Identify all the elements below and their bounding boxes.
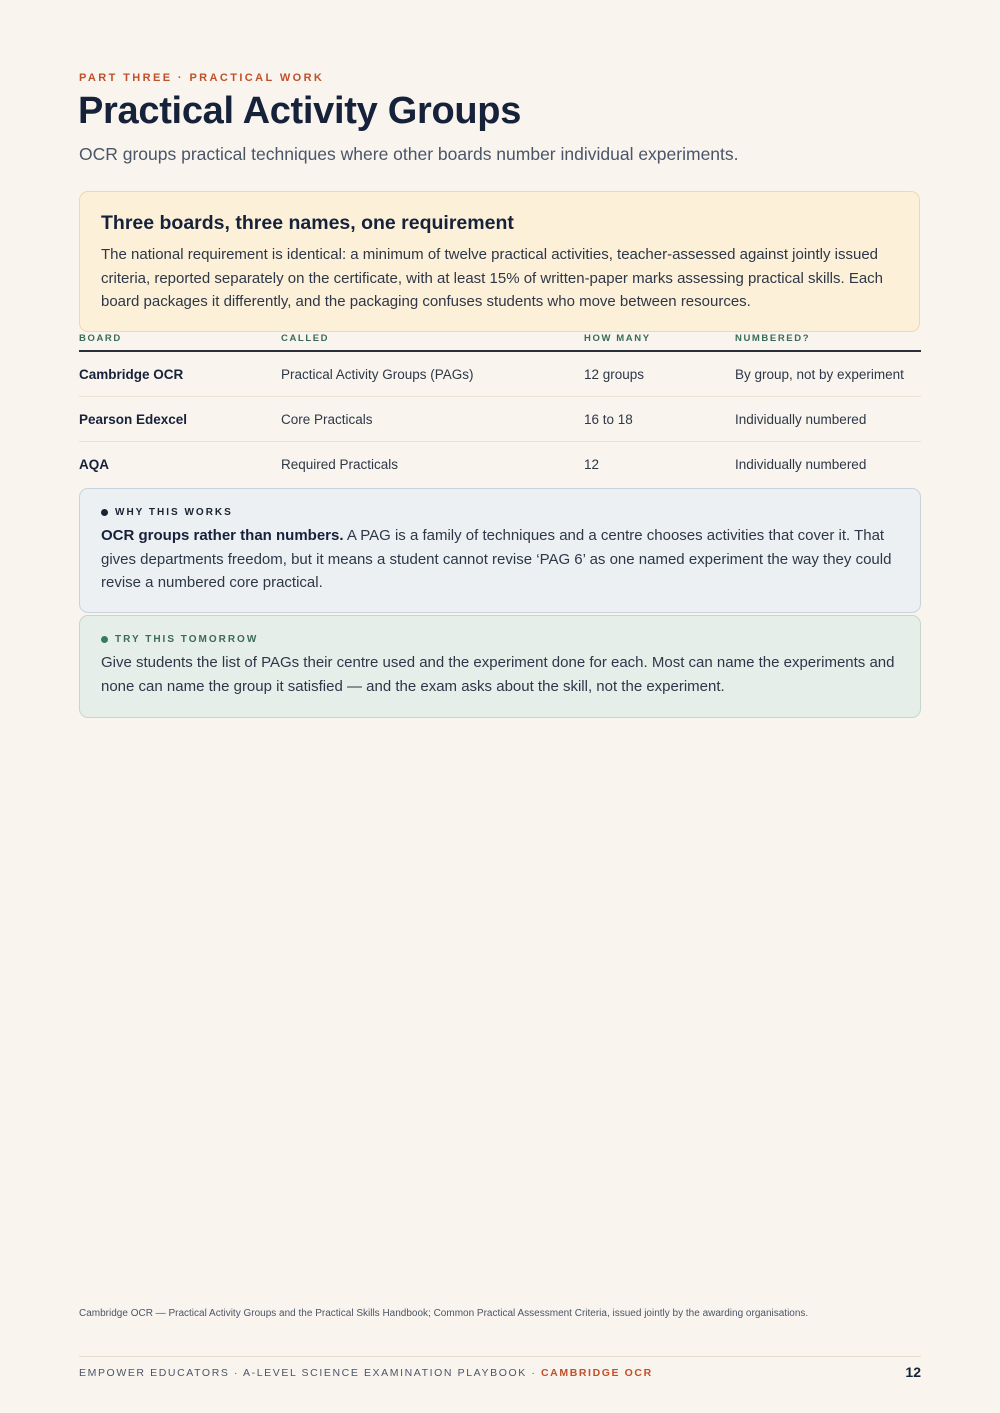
column-header-numbered: NUMBERED? — [735, 331, 921, 351]
page-number: 12 — [905, 1364, 921, 1380]
footer-divider — [79, 1356, 921, 1357]
table-row — [79, 397, 921, 442]
page-subtitle: OCR groups practical techniques where other boards number individual experiments. — [79, 144, 739, 164]
why-label: WHY THIS WORKS — [115, 507, 233, 518]
try-this-tomorrow-callout — [79, 615, 921, 718]
intro-callout-heading: Three boards, three names, one requirement — [101, 212, 514, 234]
column-header-how-many: HOW MANY — [584, 331, 735, 351]
try-label: TRY THIS TOMORROW — [115, 634, 259, 645]
numbered-cell: Individually numbered — [735, 456, 867, 472]
how-many-cell: 12 — [584, 456, 600, 472]
why-callout-text — [101, 524, 899, 595]
why-callout-body: A PAG is a family of techniques and a centre chooses activities that cover it. That gives departments freedom, but it means a student cannot revise ‘PAG 6’ as one named experiment the way they could revise a numbered core practical. — [101, 527, 892, 591]
table-header-row — [79, 331, 921, 351]
column-header-board: BOARD — [79, 331, 281, 351]
footer-text — [79, 1367, 653, 1379]
how-many-cell: 16 to 18 — [584, 397, 735, 442]
bullet-dot-icon — [101, 509, 108, 516]
try-callout-body: Give students the list of PAGs their centre used and the experiment done for each. Most can name the experiments and none can name the group it satisfied — and the exam asks about the skill, not the experiment. — [101, 654, 895, 695]
called-cell: Required Practicals — [281, 456, 399, 472]
try-label-row — [101, 634, 899, 645]
source-note: Cambridge OCR — Practical Activity Groups and the Practical Skills Handbook; Common Practical Assessment Criteria, issued jointly by the awarding organisations. — [79, 1308, 809, 1319]
boards-table — [79, 331, 921, 486]
why-this-works-callout — [79, 488, 921, 613]
why-label-row — [101, 507, 899, 518]
called-cell: Core Practicals — [281, 397, 584, 442]
column-header-called: CALLED — [281, 331, 584, 351]
page-title: Practical Activity Groups — [78, 90, 522, 132]
why-callout-lead: OCR groups rather than numbers. — [101, 527, 344, 544]
board-cell: AQA — [79, 456, 109, 472]
called-cell: Practical Activity Groups (PAGs) — [281, 351, 584, 397]
table-row — [79, 442, 921, 487]
board-cell: Pearson Edexcel — [79, 397, 281, 442]
bullet-dot-icon — [101, 636, 108, 643]
intro-callout — [79, 191, 920, 332]
how-many-cell: 12 groups — [584, 351, 735, 397]
board-cell: Cambridge OCR — [79, 351, 281, 397]
numbered-cell: Individually numbered — [735, 397, 921, 442]
table-row — [79, 351, 921, 397]
footer-board: CAMBRIDGE OCR — [540, 1367, 653, 1379]
numbered-cell: By group, not by experiment — [735, 351, 921, 397]
section-kicker: PART THREE · PRACTICAL WORK — [79, 72, 325, 84]
footer-publication: EMPOWER EDUCATORS · A-LEVEL SCIENCE EXAMINATION PLAYBOOK · — [79, 1367, 541, 1379]
intro-callout-body: The national requirement is identical: a minimum of twelve practical activities, teacher-assessed against jointly issued criteria, reported separately on the certificate, with at least 15% of written-paper marks assessing practical skills. Each board packages it differently, and the packaging confuses students who move between resources. — [101, 246, 884, 310]
